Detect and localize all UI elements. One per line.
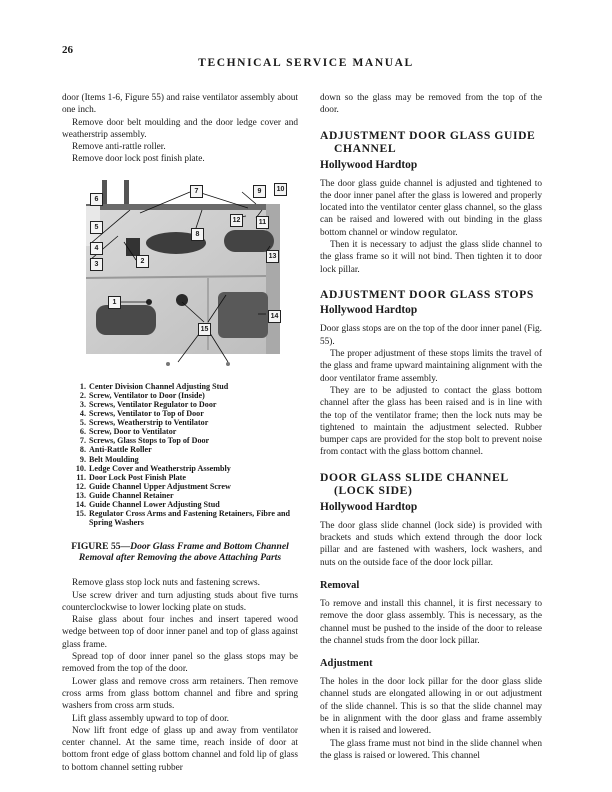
section-heading-glass-stops: ADJUSTMENT DOOR GLASS STOPS [320, 287, 534, 301]
figure-55-door-photo [78, 180, 288, 370]
callout-11: 11 [256, 216, 269, 229]
callout-12: 12 [230, 214, 243, 227]
subheading: Hollywood Hardtop [320, 304, 418, 317]
subheading: Hollywood Hardtop [320, 500, 418, 513]
legend-item: 12. Guide Channel Upper Adjustment Screw [75, 481, 231, 491]
paragraph: To remove and install this channel, it is first necessary to remove the door glass assembly. This is necessary, as the channel must be pushed to the inside of the door to release the channel studs from the door lock pillar. [320, 598, 542, 646]
page-number: 26 [62, 44, 73, 56]
callout-4: 4 [90, 242, 103, 255]
legend-item: 6. Screw, Door to Ventilator [79, 427, 177, 437]
paragraph: Raise glass about four inches and insert tapered wood wedge between top of door inner panel and top of glass against glass frame. [62, 615, 298, 650]
figure-caption [62, 541, 298, 563]
legend-item: 4. Screws, Ventilator to Top of Door [79, 409, 204, 419]
legend-item: 1. Center Division Channel Adjusting Stud [79, 381, 229, 391]
legend-item: 3. Screws, Ventilator Regulator to Door [79, 399, 217, 409]
callout-3: 3 [90, 258, 103, 271]
subheading: Hollywood Hardtop [320, 158, 418, 171]
removal-heading: Removal [320, 579, 360, 591]
legend-item: 2. Screw, Ventilator to Door (Inside) [79, 390, 205, 400]
figure-label: FIGURE 55— [71, 541, 131, 553]
left-column [62, 92, 298, 774]
legend-item: 15. Regulator Cross Arms and Fastening Retainers, Fibre and Spring Washers [75, 509, 290, 528]
paragraph: Lower glass and remove cross arm retainers. Then remove cross arms from glass bottom channel and fibre and spring washers from cross arm studs. [62, 676, 298, 712]
paragraph: Lift glass assembly upward to top of door. [72, 713, 229, 724]
paragraph: down so the glass may be removed from the top of the door. [320, 93, 542, 116]
figure-legend [72, 382, 298, 528]
legend-item: 8. Anti-Rattle Roller [79, 445, 152, 455]
legend-item: 9. Belt Moulding [79, 454, 139, 464]
paragraph: The proper adjustment of these stops limits the travel of the glass and frame upward maintaining alignment with the door ventilator frame assembly. [320, 349, 542, 384]
paragraph: They are to be adjusted to contact the glass bottom channel after the glass has been raised and is in line with the top of the ventilator frame; then the lock nuts may be tightened to maintain the adjustment selected. Rubber bumper caps are provided for the stop bolt to prevent noise from contact with the glass bottom channel. [320, 385, 542, 458]
callout-1: 1 [108, 296, 121, 309]
adjustment-heading: Adjustment [320, 658, 373, 670]
paragraph: Remove glass stop lock nuts and fastening screws. [72, 578, 260, 589]
legend-item: 14. Guide Channel Lower Adjusting Stud [75, 500, 220, 509]
callout-5: 5 [90, 221, 103, 234]
paragraph: The door glass slide channel (lock side) is provided with brackets and studs which extend through the door lock pillar and are fastened with washers, lock washers, and nuts on the outside face of the door lock pillar. [320, 520, 542, 568]
paragraph: The glass frame must not bind in the slide channel when the glass is raised or lowered. This channel [320, 738, 542, 761]
section-heading-guide-channel: ADJUSTMENT DOOR GLASS GUIDE CHANNEL [320, 128, 536, 156]
callout-9: 9 [253, 185, 266, 198]
callout-13: 13 [266, 250, 279, 263]
legend-item: 11. Door Lock Post Finish Plate [76, 472, 186, 482]
legend-item: 10. Ledge Cover and Weatherstrip Assembly [75, 463, 231, 473]
paragraph: door (Items 1-6, Figure 55) and raise ventilator assembly about one inch. [62, 93, 298, 116]
paragraph: The door glass guide channel is adjusted and tightened to the door inner panel after the glass is lowered and properly located into the ventilator center glass channel, so the glass can be raised and lowered with out binding in the glass bottom channel or window regulator. [320, 178, 542, 238]
legend-item: 5. Screws, Weatherstrip to Ventilator [79, 418, 209, 428]
section-heading-slide-channel: DOOR GLASS SLIDE CHANNEL (LOCK SIDE) [320, 470, 509, 498]
paragraph: Spread top of door inner panel so the glass stops may be removed from the top of the door. [62, 652, 298, 675]
paragraph: Remove anti-rattle roller. [72, 142, 166, 153]
callout-8: 8 [191, 228, 204, 241]
legend-item: 13. Guide Channel Retainer [75, 490, 174, 500]
paragraph: Now lift front edge of glass up and away from ventilator center channel. At the same time, reach inside of door at bottom front edge of glass bottom channel and fold lip of glass to bottom channel setting rubber [62, 725, 298, 773]
paragraph: Door glass stops are on the top of the door inner panel (Fig. 55). [320, 324, 542, 347]
legend-item: 7. Screws, Glass Stops to Top of Door [79, 436, 210, 446]
callout-10: 10 [274, 183, 287, 196]
paragraph: Then it is necessary to adjust the glass slide channel to the glass frame so it will not bind. Then tighten it to door lock pillar. [320, 240, 542, 275]
paragraph: Remove door lock post finish plate. [72, 154, 205, 165]
callout-7: 7 [190, 185, 203, 198]
figure-title: Door Glass Frame and Bottom Channel Removal after Removing the above Attaching Parts [78, 541, 289, 564]
right-column [320, 92, 542, 762]
paragraph: Remove door belt moulding and the door ledge cover and weatherstrip assembly. [62, 117, 298, 140]
door-inner-panel-illustration [78, 180, 288, 370]
callout-6: 6 [90, 193, 103, 206]
paragraph: Use screw driver and turn adjusting studs about five turns counterclockwise to lower locking plate on studs. [62, 590, 298, 613]
callout-15: 15 [198, 323, 211, 336]
running-head: TECHNICAL SERVICE MANUAL [198, 57, 414, 69]
paragraph: The holes in the door lock pillar for the door glass slide channel studs are elongated allowing in or out adjustment of the slide channel. This is so that the slide channel may be in alignment with the door glass and frame assembly when it is raised and lowered. [320, 677, 542, 737]
callout-14: 14 [268, 310, 281, 323]
callout-2: 2 [136, 255, 149, 268]
